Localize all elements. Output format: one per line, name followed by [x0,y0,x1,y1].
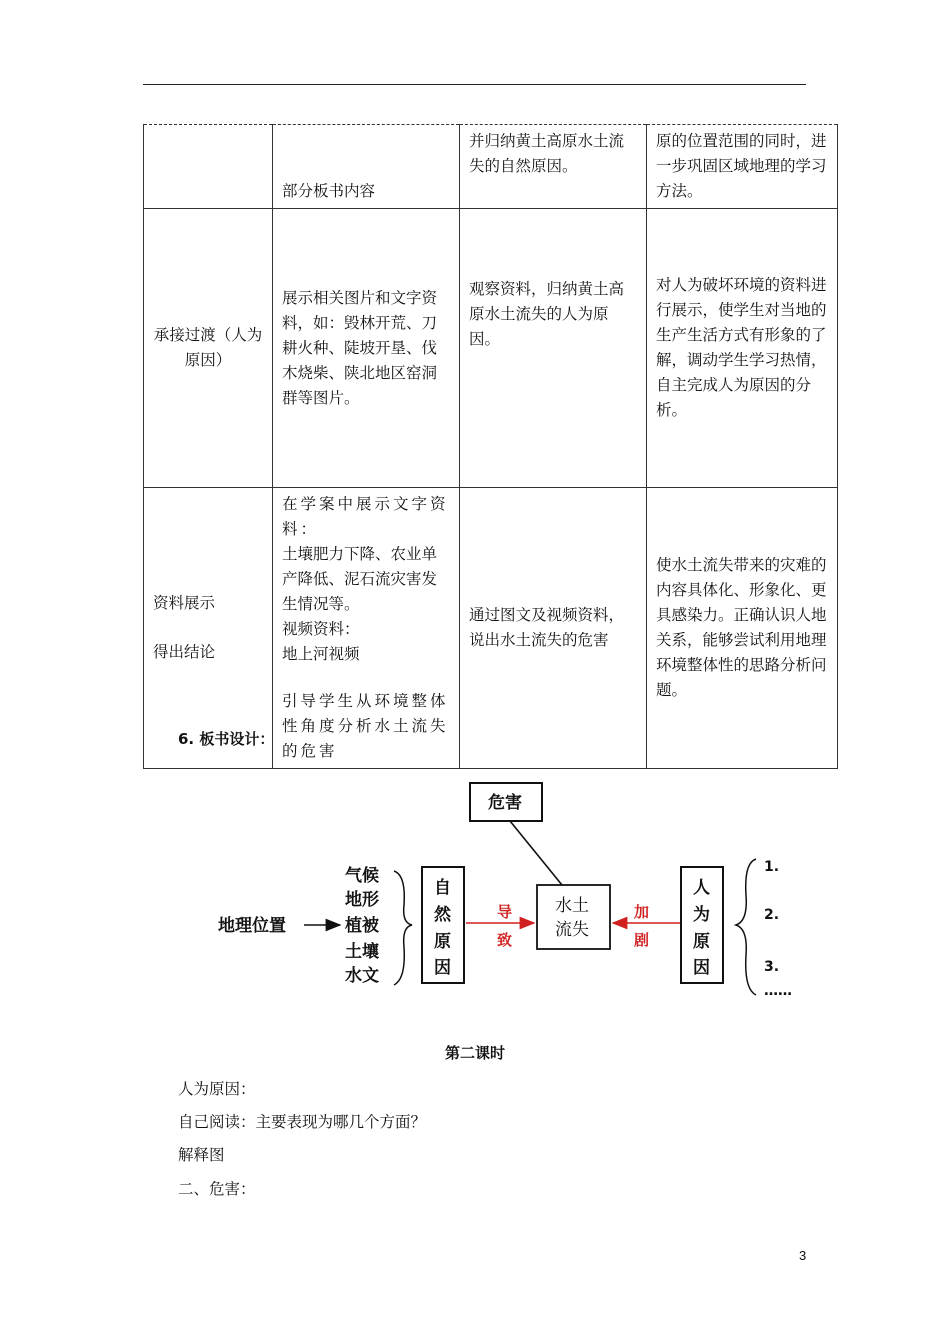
cell-activity: 展示相关图片和文字资料，如：毁林开荒、刀耕火种、陡坡开垦、伐木烧柴、陕北地区窑洞群等图片。 [273,209,460,488]
lesson-title: 第二课时 [444,1044,505,1062]
human-char: 因 [693,958,710,978]
section-heading: 6. 板书设计： [178,730,275,748]
activity-line: 地上河视频 [282,645,360,663]
human-brace [736,859,756,995]
cell-activity [273,488,460,769]
human-char: 人 [693,878,710,898]
cell-student: 并归纳黄土高原水土流失的自然原因。 [460,125,647,209]
cell-activity: 部分板书内容 [273,125,460,209]
factor-vegetation: 植被 [345,916,379,936]
natural-char: 然 [434,905,451,925]
cause-verb: 导 [497,903,513,921]
harm-link [510,821,562,885]
cell-intent: 使水土流失带来的灾难的内容具体化、形象化、更具感染力。正确认识人地关系，能够尝试利用地理环境整体性的思路分析问题。 [647,488,838,769]
cell-stage [144,488,273,769]
factor-brace [394,871,412,985]
natural-char: 原 [434,932,451,952]
factor-climate: 气候 [345,866,379,886]
paragraph: 人为原因： [178,1080,256,1098]
paragraph: 自己阅读：主要表现为哪几个方面？ [178,1113,427,1131]
location-label: 地理位置 [218,916,286,936]
aggravate-verb: 加 [634,903,650,921]
human-char: 为 [693,905,710,925]
list-item: 3. [764,959,780,975]
harm-label: 危害 [488,793,522,813]
cell-student: 通过图文及视频资料，说出水土流失的危害 [460,488,647,769]
cell-intent: 对人为破坏环境的资料进行展示，使学生对当地的生产生活方式有形象的了解，调动学生学习热情，自主完成人为原因的分析。 [647,209,838,488]
activity-line: 土壤肥力下降、农业单产降低、泥石流灾害发生情况等。 [282,545,438,613]
activity-line: 引导学生从环境整体性角度分析水土流失的危害 [282,692,449,760]
board-design-diagram [200,775,820,1015]
cell-student: 观察资料，归纳黄土高原水土流失的人为原因。 [460,209,647,488]
paragraph: 解释图 [178,1146,225,1164]
factor-list [345,865,380,986]
cell-stage: 承接过渡（人为原因） [144,209,273,488]
cell-intent: 原的位置范围的同时，进一步巩固区域地理的学习方法。 [647,125,838,209]
natural-char: 自 [434,878,451,898]
cause-verb: 致 [497,931,513,949]
lesson-plan-table [143,124,838,769]
activity-line: 在学案中展示文字资料： [282,495,449,538]
natural-char: 因 [434,958,451,978]
factor-hydrology: 水文 [345,966,379,986]
stage-line: 资料展示 [153,594,216,612]
table-row [144,488,838,769]
header-rule [143,84,806,85]
factor-terrain: 地形 [345,890,379,910]
factor-soil: 土壤 [345,942,379,962]
paragraph: 二、危害： [178,1180,256,1198]
center-line: 水土 [555,896,589,916]
cell-stage [144,125,273,209]
stage-line: 得出结论 [153,643,216,661]
list-item: …… [764,983,792,999]
table-row [144,209,838,488]
human-char: 原 [693,932,710,952]
table-row [144,125,838,209]
center-line: 流失 [555,920,589,940]
aggravate-verb: 剧 [634,931,650,949]
page-number: 3 [799,1248,807,1263]
list-item: 1. [764,859,780,875]
list-item: 2. [764,907,780,923]
activity-line: 视频资料： [282,620,360,638]
